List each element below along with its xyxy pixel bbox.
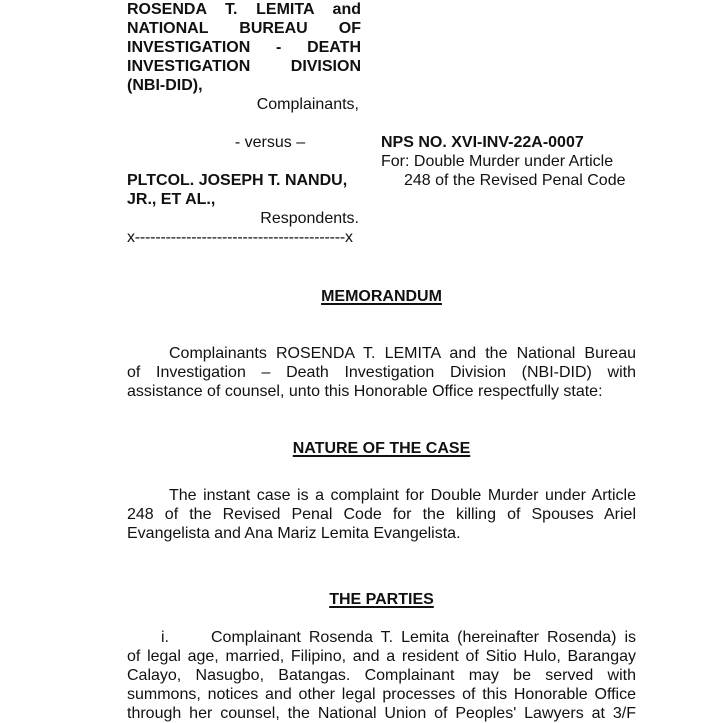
versus-label: - versus –: [234, 134, 306, 151]
paragraph-line: [127, 628, 636, 647]
paragraph-line: Calayo, Nasugbo, Batangas. Complainant may be served with: [127, 667, 636, 684]
caption-separator: x-----------------------------------------x: [127, 229, 353, 246]
complainants-role-block: [127, 95, 361, 114]
enumeration-label: i.: [161, 629, 169, 646]
respondents-role: Respondents.: [260, 210, 359, 227]
paragraph-line: [127, 344, 636, 363]
complainant-name-line: NATIONAL BUREAU OF: [127, 20, 361, 37]
respondents-role-block: [127, 209, 361, 228]
complainant-name-line: ROSENDA T. LEMITA and: [127, 1, 361, 18]
nature-of-case-paragraph: [127, 486, 636, 543]
paragraph-line: Evangelista and Ana Mariz Lemita Evangelista.: [127, 525, 461, 542]
paragraph-line-text: Complainant Rosenda T. Lemita (hereinafter Rosenda) is: [211, 629, 636, 646]
paragraph-line: 248 of the Revised Penal Code for the killing of Spouses Ariel: [127, 506, 636, 523]
section-heading-the-parties: THE PARTIES: [329, 591, 434, 608]
paragraph-line: [127, 486, 636, 505]
paragraph-line-text: The instant case is a complaint for Double Murder under Article: [169, 487, 636, 504]
complainants-role: Complainants,: [256, 96, 359, 113]
intro-paragraph: [127, 344, 636, 401]
offense-line: For: Double Murder under Article: [381, 153, 614, 170]
section-heading-nature-of-case: NATURE OF THE CASE: [292, 440, 471, 457]
paragraph-line: assistance of counsel, unto this Honorable Office respectfully state:: [127, 383, 603, 400]
respondent-name-line: JR., ET AL.,: [127, 191, 216, 208]
paragraph-line: through her counsel, the National Union of Peoples' Lawyers at 3/F: [127, 705, 636, 722]
complainant-name-line: INVESTIGATION DIVISION: [127, 58, 361, 75]
complainant-name-line: INVESTIGATION - DEATH: [127, 39, 361, 56]
case-info: [381, 133, 651, 190]
respondents-block: [127, 171, 361, 209]
complainant-name-line: (NBI-DID),: [127, 77, 203, 94]
respondent-name-line: PLTCOL. JOSEPH T. NANDU,: [127, 172, 348, 189]
paragraph-line: summons, notices and other legal processes of this Honorable Office: [127, 686, 636, 703]
paragraph-line-text: Complainants ROSENDA T. LEMITA and the National Bureau: [169, 345, 636, 362]
paragraph-line: of legal age, married, Filipino, and a resident of Sitio Hulo, Barangay: [127, 648, 636, 665]
case-number: NPS NO. XVI-INV-22A-0007: [381, 134, 584, 151]
offense-line-continued: 248 of the Revised Penal Code: [404, 172, 626, 189]
document-title: MEMORANDUM: [321, 288, 442, 305]
complainants-block: [127, 0, 361, 95]
paragraph-line: of Investigation – Death Investigation Division (NBI-DID) with: [127, 364, 636, 381]
parties-paragraph: [127, 628, 636, 723]
